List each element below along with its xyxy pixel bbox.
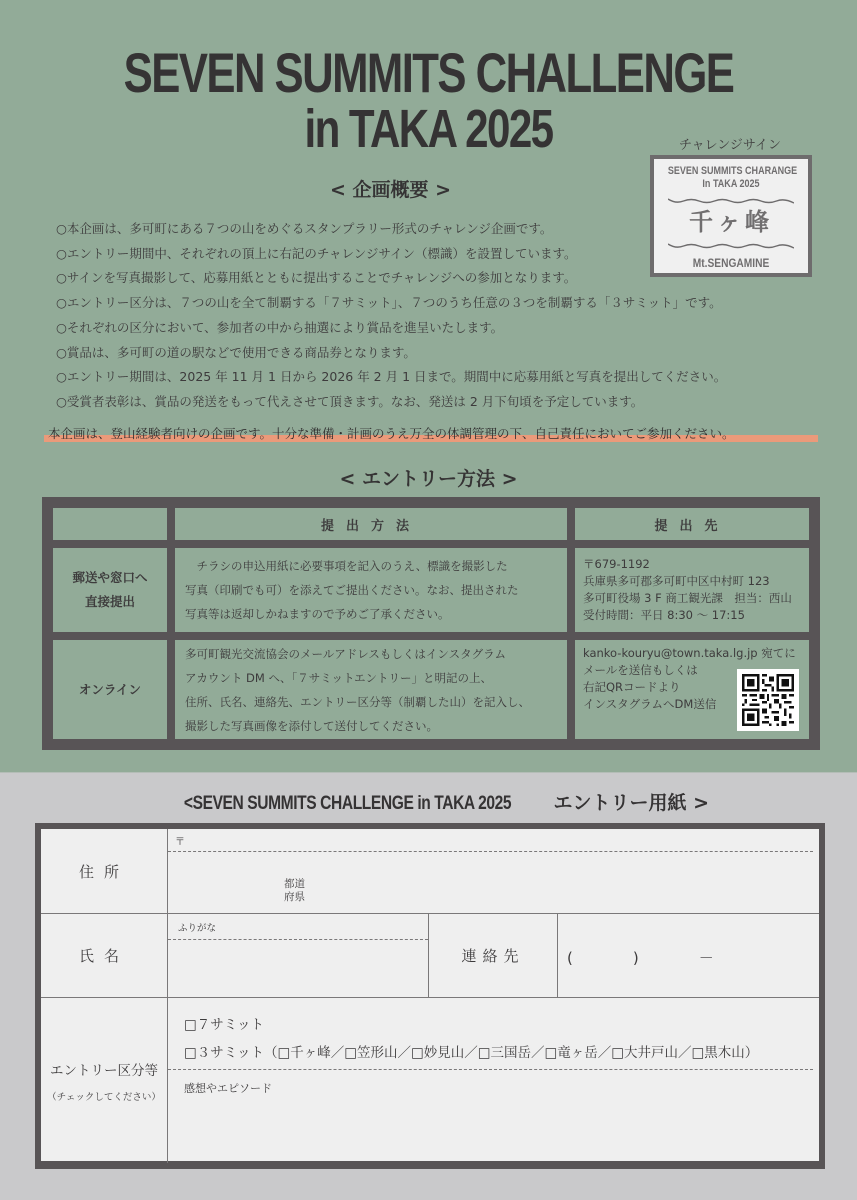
header-method: 提出方法 (171, 504, 571, 544)
postal-mark: 〒 (175, 837, 185, 848)
method-line: 撮影した写真画像を添付して送付してください。 (185, 718, 438, 733)
address: 兵庫県多可郡多可町中区中村町 123 (583, 574, 770, 588)
overview-item: ○それぞれの区分において、参加者の中から抽選により賞品を進呈いたします。 (56, 319, 504, 335)
column-divider (557, 914, 558, 997)
challenge-sign-label: チャレンジサイン (678, 138, 782, 153)
form-title-en: <SEVEN SUMMITS CHALLENGE in TAKA 2025 (183, 793, 512, 814)
method-line: アカウント DM へ、「７サミットエントリー」と明記の上、 (185, 670, 493, 685)
method-line: 写真等は返却しかねますので予めご了承ください。 (185, 607, 450, 621)
overview-item: ○受賞者表彰は、賞品の発送をもって代えさせて頂きます。なお、発送は 2 月下旬頃を予定しています。 (56, 393, 644, 409)
form-title-jp: エントリー用紙 > (546, 792, 710, 814)
address-label: 住所 (78, 862, 129, 881)
overview-heading: < 企画概要 > (329, 179, 452, 201)
prefecture-line: 都道 (284, 878, 305, 890)
dest-line: メールを送信もしくは (583, 662, 698, 677)
method-line: 多可町観光交流協会のメールアドレスもしくはインスタグラム (185, 646, 506, 661)
table-header-row (49, 504, 813, 544)
postal-code: 〒679-1192 (583, 557, 650, 571)
row-label-line: オンライン (78, 681, 142, 697)
method-mail (171, 544, 571, 636)
dest-line: 右記QRコードより (583, 679, 681, 694)
method-line: 写真（印刷でも可）を添えてご提出ください。なお、提出された (185, 583, 519, 597)
method-line: 住所、氏名、連絡先、エントリー区分等（制覇した山）を記入し、 (185, 694, 530, 709)
comments-input[interactable] (168, 1097, 813, 1163)
prefecture-line: 府県 (284, 891, 305, 903)
table-row (49, 544, 813, 636)
entry-form-body (41, 829, 819, 1161)
furigana-label: ふりがな (178, 923, 217, 934)
safety-notice (44, 424, 818, 444)
destination-mail (571, 544, 813, 636)
entry-form-title (0, 788, 857, 815)
entry-form (35, 823, 825, 1169)
option-7-summit[interactable]: □７サミット (184, 1017, 264, 1033)
name-input[interactable] (168, 940, 428, 997)
office: 多可町役場 3 F 商工観光課 担当：西山 (583, 591, 792, 605)
reception-hours: 受付時間：平日 8:30 ～ 17:15 (583, 608, 745, 622)
sign-mountain-jp: 千ヶ峰 (689, 208, 773, 236)
page-title-line1: SEVEN SUMMITS CHALLENGE (123, 41, 734, 104)
category-label: エントリー区分等 (50, 1062, 158, 1079)
name-label: 氏名 (78, 947, 129, 965)
overview-item: ○エントリー区分は、７つの山を全て制覇する「７サミット」、７つのうち任意の３つを制覇する「３サミット」です。 (56, 295, 722, 311)
phone-input[interactable]: ( ) － (567, 949, 714, 967)
row-label-line: 郵送や窓口へ (72, 570, 148, 585)
email-link[interactable]: kanko-kouryu@town.taka.lg.jp 宛てに (583, 645, 796, 660)
overview-item: ○エントリー期間は、2025 年 11 月 1 日から 2026 年 2 月 1 日まで。期間中に応募用紙と写真を提出してください。 (56, 369, 727, 385)
method-online (171, 636, 571, 743)
qr-code-icon[interactable] (737, 669, 799, 731)
entry-method-heading: < エントリー方法 > (339, 468, 518, 490)
table-row (49, 636, 813, 743)
header-empty (49, 504, 171, 544)
category-label-block (41, 998, 167, 1163)
category-sublabel: （チェックしてください） (47, 1091, 161, 1103)
dest-line: インスタグラムへDM送信 (583, 696, 717, 711)
sign-line2: In TAKA 2025 (702, 178, 760, 190)
safety-notice-text: 本企画は、登山経験者向けの企画です。十分な準備・計画のうえ万全の体調管理の下、自己責任においてご参加ください。 (48, 426, 735, 441)
address-input[interactable] (168, 852, 813, 912)
row-label-online (49, 636, 171, 743)
row-label-mail (49, 544, 171, 636)
page-title-line2: in TAKA 2025 (304, 99, 553, 159)
sign-mountain-en: Mt.SENGAMINE (692, 256, 770, 270)
method-line: チラシの申込用紙に必要事項を記入のうえ、標識を撮影した (185, 559, 508, 573)
comments-label: 感想やエピソード (184, 1082, 272, 1095)
header-destination: 提出先 (571, 504, 813, 544)
entry-method-table (42, 497, 820, 750)
overview-item: ○エントリー期間中、それぞれの頂上に右記のチャレンジサイン（標識）を設置しています。 (56, 245, 577, 261)
overview-item: ○サインを写真撮影して、応募用紙とともに提出することでチャレンジへの参加となります。 (56, 270, 577, 286)
row-label-line: 直接提出 (84, 594, 135, 609)
destination-online (571, 636, 813, 743)
contact-label: 連絡先 (461, 947, 525, 965)
sign-line1: SEVEN SUMMITS CHARANGE (667, 165, 798, 177)
overview-item: ○本企画は、多可町にある７つの山をめぐるスタンプラリー形式のチャレンジ企画です。 (56, 221, 553, 236)
option-3-summit[interactable]: □３サミット（□千ヶ峰／□笠形山／□妙見山／□三国岳／□竜ヶ岳／□大井戸山／□黒木山） (184, 1045, 759, 1061)
overview-item: ○賞品は、多可町の道の駅などで使用できる商品券となります。 (56, 344, 416, 360)
overview-list (56, 217, 836, 415)
comments-dashline (168, 1069, 813, 1070)
